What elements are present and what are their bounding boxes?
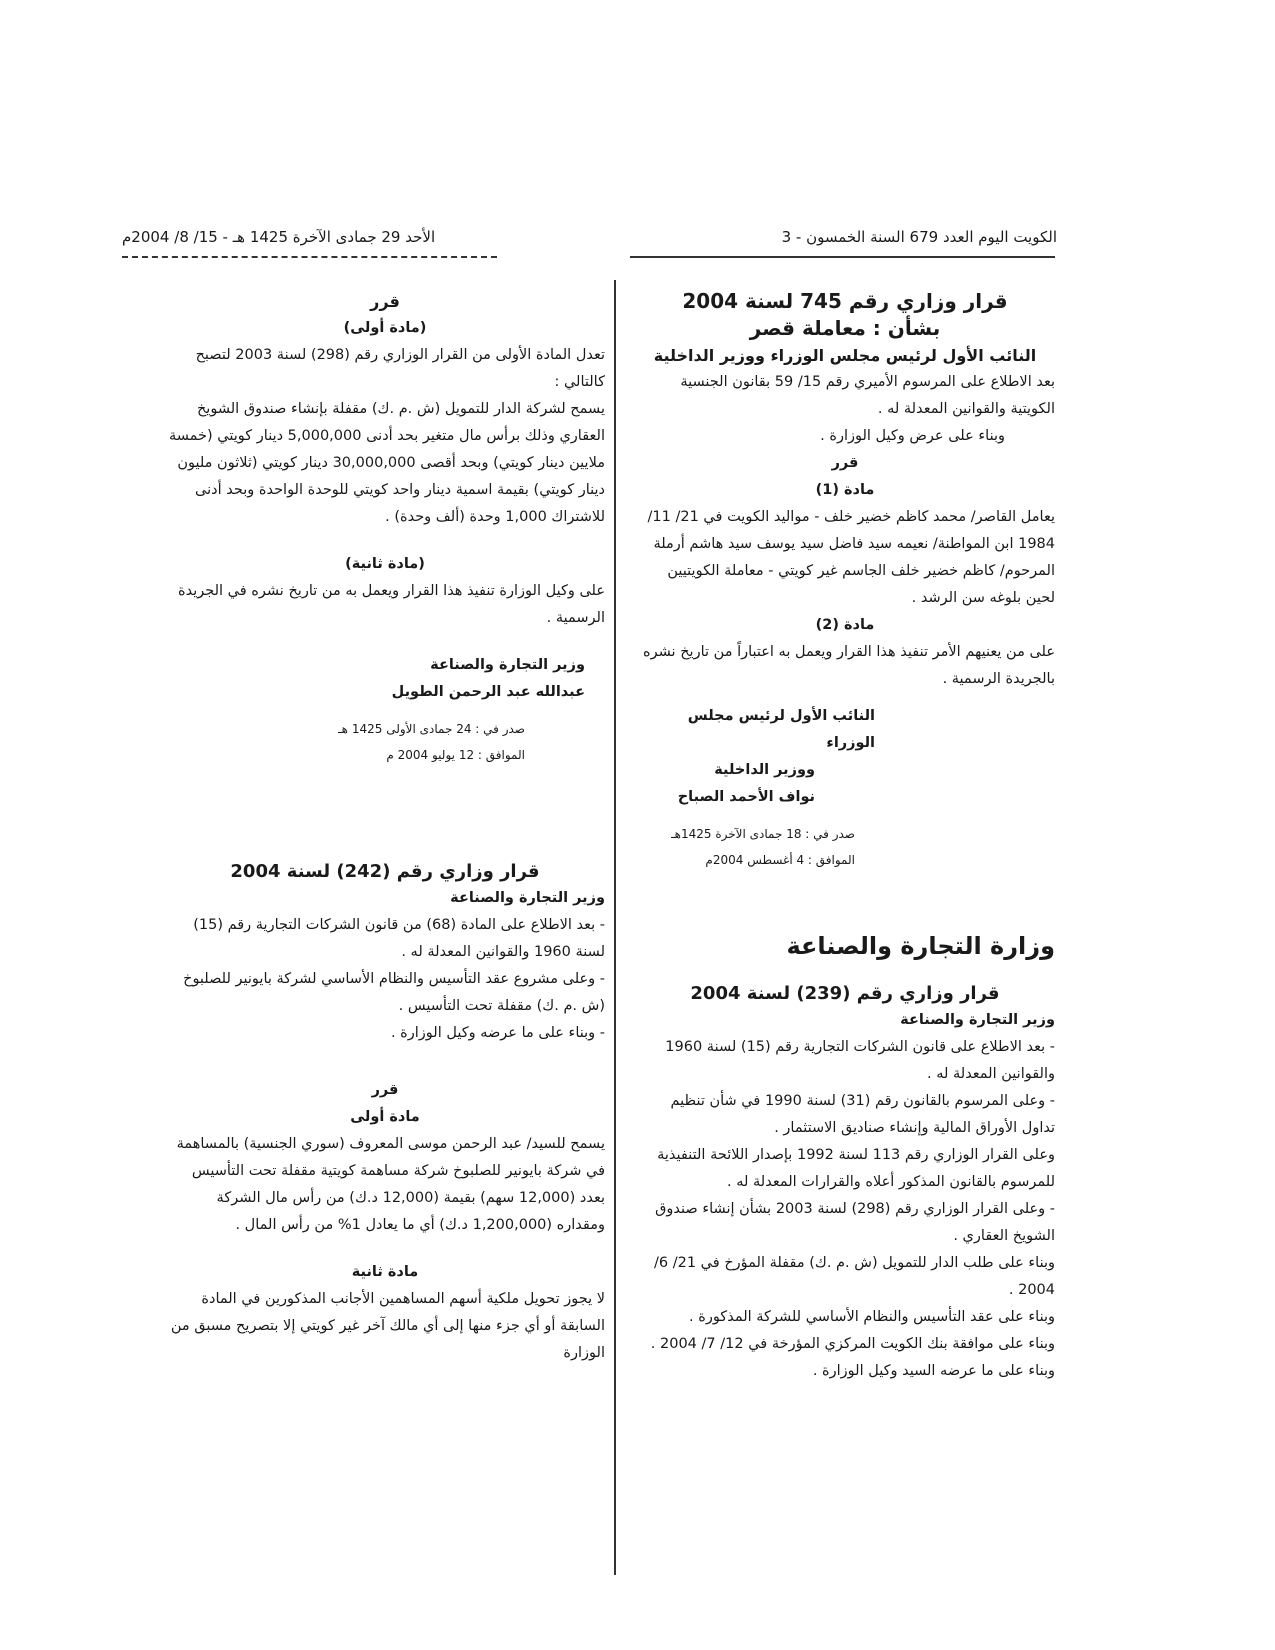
- decree-239-preamble-5: وبناء على طلب الدار للتمويل (ش .م .ك) مقفلة المؤرخ في 21/ 6/ 2004 .: [654, 1255, 1055, 1298]
- decree-242-article-1-text: يسمح للسيد/ عبد الرحمن موسى المعروف (سوري الجنسية) بالمساهمة في شركة بايونير للصلبوخ شركة مساهمة كويتية مقفلة تحت التأسيس بعدد (12,000 سهم) بقيمة (12,000 د.ك) من رأس مال الشركة ومقداره (1,200,000 د.ك) أي ما يعادل 1% من رأس المال .: [176, 1136, 605, 1233]
- decree-745-article-1-text: يعامل القاصر/ محمد كاظم خضير خلف - مواليد الكويت في 21/ 11/ 1984 ابن المواطنة/ نعيمه سيد فاضل سيد يوسف سيد هاشم أرملة المرحوم/ كاظم خضير خلف الجاسم غير كويتي - معاملة الكويتيين لحين بلوغه سن الرشد .: [647, 509, 1055, 606]
- decree-242-article-1-heading: مادة أولى: [350, 1109, 420, 1125]
- header-rule-left: [122, 256, 497, 258]
- decree-239-preamble-6: وبناء على عقد التأسيس والنظام الأساسي للشركة المذكورة .: [689, 1309, 1055, 1325]
- decree-239-preamble-1: - بعد الاطلاع على قانون الشركات التجارية رقم (15) لسنة 1960 والقوانين المعدلة له .: [665, 1039, 1055, 1082]
- left-column: [165, 288, 605, 1367]
- decree-298-amend-article-2-text: على وكيل الوزارة تنفيذ هذا القرار ويعمل به من تاريخ نشره في الجريدة الرسمية .: [177, 583, 605, 626]
- decree-242-preamble-1: - بعد الاطلاع على المادة (68) من قانون الشركات التجارية رقم (15) لسنة 1960 والقوانين المعدلة له .: [193, 917, 605, 960]
- decree-745-signature-title: النائب الأول لرئيس مجلس الوزراء: [687, 708, 875, 751]
- decree-242-preamble-3: - وبناء على ما عرضه وكيل الوزارة .: [390, 1025, 605, 1041]
- decree-745-issuer: النائب الأول لرئيس مجلس الوزراء ووزير الداخلية: [653, 346, 1037, 365]
- decree-745-signatory: نواف الأحمد الصباح: [677, 789, 815, 805]
- header-date: الأحد 29 جمادى الآخرة 1425 هـ - 15/ 8/ 2004م: [122, 228, 436, 246]
- decree-239-preamble-3: وعلى القرار الوزاري رقم 113 لسنة 1992 بإصدار اللائحة التنفيذية للمرسوم بالقانون المذكور أعلاه والقرارات المعدلة له .: [657, 1147, 1055, 1190]
- decree-242-preamble-2: - وعلى مشروع عقد التأسيس والنظام الأساسي لشركة بايونير للصلبوخ (ش .م .ك) مقفلة تحت التأسيس .: [183, 971, 605, 1014]
- decree-298-amend-article-1-text: تعدل المادة الأولى من القرار الوزاري رقم (298) لسنة 2003 لتصبح كالتالي :: [195, 347, 605, 390]
- decree-242-title: قرار وزاري رقم (242) لسنة 2004: [230, 861, 540, 882]
- decree-745-signature-ministry: ووزير الداخلية: [714, 762, 815, 778]
- decree-242-decided: قرر: [371, 1082, 399, 1098]
- decree-745-preamble-1: بعد الاطلاع على المرسوم الأميري رقم 15/ 59 بقانون الجنسية الكويتية والقوانين المعدلة له .: [680, 374, 1055, 417]
- decree-239-preamble-2: - وعلى المرسوم بالقانون رقم (31) لسنة 1990 في شأن تنظيم تداول الأوراق المالية وإنشاء صناديق الاستثمار .: [670, 1093, 1055, 1136]
- decree-239-title: قرار وزاري رقم (239) لسنة 2004: [690, 983, 1000, 1004]
- decree-298-amend-article-2-heading: (مادة ثانية): [345, 556, 425, 572]
- decree-298-amend-decided: قرر: [370, 292, 400, 311]
- decree-745-subject: بشأن : معاملة قصر: [749, 316, 941, 340]
- decree-745-article-2-heading: مادة (2): [815, 617, 875, 633]
- decree-239-preamble-8: وبناء على ما عرضه السيد وكيل الوزارة .: [812, 1363, 1055, 1379]
- decree-745-decided: قرر: [831, 455, 859, 471]
- header-rule-right: [630, 256, 1055, 258]
- ministry-heading: وزارة التجارة والصناعة: [786, 932, 1055, 960]
- decree-239-preamble-4: - وعلى القرار الوزاري رقم (298) لسنة 2003 بشأن إنشاء صندوق الشويخ العقاري .: [655, 1201, 1055, 1244]
- decree-242-article-2-heading: مادة ثانية: [351, 1264, 419, 1280]
- commerce-minister-name: عبدالله عبد الرحمن الطويل: [391, 684, 585, 700]
- header-issue-info: الكويت اليوم العدد 679 السنة الخمسون - 3: [781, 228, 1057, 246]
- column-divider: [614, 280, 616, 1575]
- decree-745-article-2-text: على من يعنيهم الأمر تنفيذ هذا القرار ويعمل به اعتباراً من تاريخ نشره بالجريدة الرسمية .: [643, 644, 1055, 687]
- decree-298-amend-issued-date: صدر في : 24 جمادى الأولى 1425 هـ: [338, 722, 525, 736]
- decree-745-preamble-2: وبناء على عرض وكيل الوزارة .: [820, 428, 1005, 444]
- decree-242-issuer: وزير التجارة والصناعة: [450, 890, 605, 906]
- decree-298-amend-article-1-heading: (مادة أولى): [343, 320, 427, 336]
- decree-298-amend-corresponding-date: الموافق : 12 يوليو 2004 م: [386, 748, 525, 762]
- decree-298-amend-article-1-body: يسمح لشركة الدار للتمويل (ش .م .ك) مقفلة بإنشاء صندوق الشويخ العقاري وذلك برأس مال متغير بحد أدنى 5,000,000 دينار كويتي (خمسة ملايين دينار كويتي) وبحد أقصى 30,000,000 دينار كويتي (ثلاثون مليون دينار كويتي) بقيمة اسمية دينار واحد كويتي للوحدة الواحدة وبحد أدنى للاشتراك 1,000 وحدة (ألف وحدة) .: [168, 401, 605, 525]
- commerce-minister-title: وزير التجارة والصناعة: [430, 657, 585, 673]
- decree-745-article-1-heading: مادة (1): [815, 482, 875, 498]
- decree-239-preamble-7: وبناء على موافقة بنك الكويت المركزي المؤرخة في 12/ 7/ 2004 .: [650, 1336, 1055, 1352]
- decree-745-issued-date: صدر في : 18 جمادى الآخرة 1425هـ: [671, 827, 855, 841]
- decree-242-article-2-text: لا يجوز تحويل ملكية أسهم المساهمين الأجانب المذكورين في المادة السابقة أو أي جزء منها إلى أي مالك آخر غير كويتي إلا بتصريح مسبق من الوزارة: [170, 1291, 605, 1361]
- decree-745-corresponding-date: الموافق : 4 أغسطس 2004م: [705, 853, 855, 867]
- right-column: [635, 288, 1055, 1385]
- decree-745-title: قرار وزاري رقم 745 لسنة 2004: [682, 289, 1008, 313]
- decree-239-issuer: وزير التجارة والصناعة: [900, 1012, 1055, 1028]
